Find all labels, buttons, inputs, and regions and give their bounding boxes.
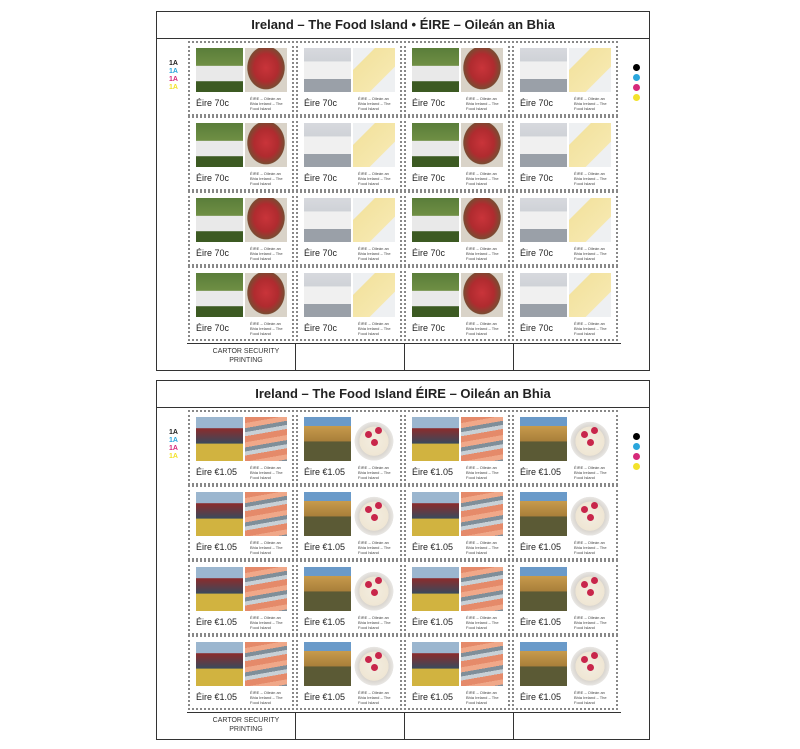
stamp-fisherman-fish — [404, 485, 510, 560]
stamp-legend: ÉIRE – Oileán an Bhia Ireland – The Food Island — [250, 465, 283, 480]
raspberry-image — [587, 514, 594, 521]
cyan-dot — [633, 74, 640, 81]
stamp-portrait-image — [412, 123, 459, 167]
raspberry-image — [587, 589, 594, 596]
stamp-food-image — [353, 198, 395, 242]
stamp-food-image — [245, 198, 287, 242]
stamp-food-image — [461, 642, 503, 686]
raspberry-image — [375, 427, 382, 434]
sheet-bottom-margin — [187, 343, 621, 371]
stamp-grid — [187, 410, 621, 710]
stamp-chef-meat — [188, 41, 294, 116]
magenta-dot — [633, 453, 640, 460]
stamp-chef-cheese — [296, 41, 402, 116]
stamp-value: Éire €1.05 — [520, 467, 562, 477]
stamp-food-image — [569, 273, 611, 317]
stamp-food-image — [245, 273, 287, 317]
stamp-chef-cheese — [512, 191, 618, 266]
stamp-chef-cheese — [296, 116, 402, 191]
stamp-food-image — [245, 492, 287, 536]
stamp-chef-meat — [188, 266, 294, 341]
stamp-legend: ÉIRE – Oileán an Bhia Ireland – The Food Island — [250, 615, 283, 630]
registration-dots — [633, 433, 640, 473]
stamp-legend: ÉIRE – Oileán an Bhia Ireland – The Food Island — [358, 615, 391, 630]
stamp-value: Éire 70c — [304, 173, 338, 183]
raspberry-image — [587, 439, 594, 446]
raspberry-image — [587, 664, 594, 671]
stamp-portrait-image — [412, 417, 459, 461]
stamp-value: Éire 70c — [412, 323, 446, 333]
stamp-farmer-porridge — [512, 410, 618, 485]
stamp-value: Éire 70c — [520, 248, 554, 258]
stamp-food-image — [461, 198, 503, 242]
stamp-portrait-image — [520, 417, 567, 461]
stamp-food-image — [569, 492, 611, 536]
stamp-portrait-image — [304, 417, 351, 461]
stamp-food-image — [353, 492, 395, 536]
stamp-food-image — [353, 642, 395, 686]
stamp-portrait-image — [412, 198, 459, 242]
stamp-food-image — [245, 417, 287, 461]
stamp-food-image — [569, 123, 611, 167]
raspberry-image — [371, 439, 378, 446]
stamp-chef-meat — [404, 266, 510, 341]
stamp-food-image — [569, 417, 611, 461]
stamp-farmer-porridge — [296, 410, 402, 485]
stamp-chef-cheese — [512, 266, 618, 341]
printer-imprint: CARTOR SECURITY PRINTING — [212, 348, 280, 364]
stamp-value: Éire €1.05 — [520, 692, 562, 702]
stamp-portrait-image — [412, 273, 459, 317]
stamp-portrait-image — [196, 48, 243, 92]
stamp-portrait-image — [520, 492, 567, 536]
stamp-legend: ÉIRE – Oileán an Bhia Ireland – The Food Island — [574, 321, 607, 336]
stamp-legend: ÉIRE – Oileán an Bhia Ireland – The Food Island — [358, 96, 391, 111]
stamp-farmer-porridge — [512, 485, 618, 560]
stamp-legend: ÉIRE – Oileán an Bhia Ireland – The Food Island — [358, 321, 391, 336]
stamp-value: Éire €1.05 — [412, 692, 454, 702]
stamp-portrait-image — [520, 273, 567, 317]
stamp-value: Éire 70c — [196, 98, 230, 108]
stamp-value: Éire €1.05 — [304, 617, 346, 627]
stamp-value: Éire 70c — [412, 248, 446, 258]
magenta-dot — [633, 84, 640, 91]
stamp-value: Éire €1.05 — [196, 692, 238, 702]
stamp-legend: ÉIRE – Oileán an Bhia Ireland – The Food Island — [250, 540, 283, 555]
stamp-value: Éire 70c — [304, 98, 338, 108]
stamp-sheet-70c — [156, 11, 650, 371]
stamp-food-image — [245, 123, 287, 167]
stamp-portrait-image — [196, 123, 243, 167]
stamp-portrait-image — [196, 198, 243, 242]
raspberry-image — [365, 431, 372, 438]
stamp-value: Éire €1.05 — [196, 467, 238, 477]
yellow-dot — [633, 94, 640, 101]
stamp-portrait-image — [520, 123, 567, 167]
stamp-legend: ÉIRE – Oileán an Bhia Ireland – The Food Island — [250, 171, 283, 186]
stamp-legend: ÉIRE – Oileán an Bhia Ireland – The Food Island — [466, 615, 499, 630]
stamp-portrait-image — [412, 492, 459, 536]
raspberry-image — [375, 652, 382, 659]
raspberry-image — [581, 656, 588, 663]
stamp-value: Éire €1.05 — [196, 542, 238, 552]
stamp-portrait-image — [196, 417, 243, 461]
stamp-value: Éire 70c — [304, 323, 338, 333]
raspberry-image — [375, 502, 382, 509]
stamp-food-image — [461, 123, 503, 167]
stamp-food-image — [353, 417, 395, 461]
stamp-portrait-image — [304, 198, 351, 242]
stamp-value: Éire €1.05 — [304, 467, 346, 477]
stamp-legend: ÉIRE – Oileán an Bhia Ireland – The Food Island — [250, 321, 283, 336]
stamp-legend: ÉIRE – Oileán an Bhia Ireland – The Food Island — [574, 465, 607, 480]
sheet-title: Ireland – The Food Island • ÉIRE – Oileán an Bhia — [157, 12, 649, 39]
stamp-food-image — [461, 273, 503, 317]
stamp-value: Éire 70c — [196, 248, 230, 258]
stamp-food-image — [461, 48, 503, 92]
black-dot — [633, 64, 640, 71]
stamp-portrait-image — [520, 567, 567, 611]
stamp-portrait-image — [304, 642, 351, 686]
stamp-legend: ÉIRE – Oileán an Bhia Ireland – The Food Island — [358, 690, 391, 705]
stamp-fisherman-fish — [188, 635, 294, 710]
stamp-food-image — [353, 567, 395, 611]
stamp-value: Éire €1.05 — [196, 617, 238, 627]
stamp-legend: ÉIRE – Oileán an Bhia Ireland – The Food Island — [358, 540, 391, 555]
raspberry-image — [365, 656, 372, 663]
stamp-portrait-image — [196, 642, 243, 686]
stamp-legend: ÉIRE – Oileán an Bhia Ireland – The Food Island — [574, 246, 607, 261]
stamp-chef-meat — [404, 41, 510, 116]
stamp-food-image — [245, 48, 287, 92]
stamp-portrait-image — [304, 273, 351, 317]
stamp-value: Éire €1.05 — [304, 692, 346, 702]
stamp-food-image — [569, 198, 611, 242]
stamp-food-image — [461, 567, 503, 611]
stamp-chef-cheese — [296, 266, 402, 341]
stamp-legend: ÉIRE – Oileán an Bhia Ireland – The Food Island — [466, 465, 499, 480]
stamp-food-image — [569, 642, 611, 686]
stamp-chef-cheese — [512, 41, 618, 116]
raspberry-image — [375, 577, 382, 584]
registration-dots — [633, 64, 640, 104]
yellow-dot — [633, 463, 640, 470]
stamp-portrait-image — [520, 642, 567, 686]
stamp-food-image — [353, 273, 395, 317]
stamp-value: Éire €1.05 — [412, 467, 454, 477]
stamp-portrait-image — [304, 492, 351, 536]
color-codes: 1A 1A 1A 1A — [169, 429, 178, 460]
raspberry-image — [365, 581, 372, 588]
sheet-bottom-margin — [187, 712, 621, 740]
stamp-food-image — [353, 48, 395, 92]
sheet-title: Ireland – The Food Island ÉIRE – Oileán an Bhia — [157, 381, 649, 408]
stamp-chef-cheese — [296, 191, 402, 266]
stamp-food-image — [569, 567, 611, 611]
stamp-farmer-porridge — [512, 635, 618, 710]
stamp-value: Éire 70c — [304, 248, 338, 258]
stamp-legend: ÉIRE – Oileán an Bhia Ireland – The Food Island — [574, 171, 607, 186]
stamp-value: Éire €1.05 — [304, 542, 346, 552]
stamp-portrait-image — [196, 273, 243, 317]
stamp-farmer-porridge — [296, 560, 402, 635]
stamp-fisherman-fish — [404, 560, 510, 635]
stamp-legend: ÉIRE – Oileán an Bhia Ireland – The Food Island — [466, 690, 499, 705]
stamp-food-image — [461, 492, 503, 536]
stamp-food-image — [569, 48, 611, 92]
stamp-food-image — [461, 417, 503, 461]
stamp-portrait-image — [520, 198, 567, 242]
stamp-sheet-105 — [156, 380, 650, 740]
stamp-legend: ÉIRE – Oileán an Bhia Ireland – The Food Island — [250, 690, 283, 705]
raspberry-image — [581, 431, 588, 438]
stamp-legend: ÉIRE – Oileán an Bhia Ireland – The Food Island — [250, 96, 283, 111]
stamp-legend: ÉIRE – Oileán an Bhia Ireland – The Food Island — [358, 246, 391, 261]
stamp-food-image — [245, 567, 287, 611]
stamp-portrait-image — [412, 567, 459, 611]
stamp-legend: ÉIRE – Oileán an Bhia Ireland – The Food Island — [358, 465, 391, 480]
cyan-dot — [633, 443, 640, 450]
stamp-fisherman-fish — [404, 410, 510, 485]
raspberry-image — [371, 589, 378, 596]
stamp-portrait-image — [196, 567, 243, 611]
stamp-fisherman-fish — [404, 635, 510, 710]
stamp-portrait-image — [412, 642, 459, 686]
color-codes: 1A 1A 1A 1A — [169, 60, 178, 91]
stamp-portrait-image — [520, 48, 567, 92]
stamp-food-image — [245, 642, 287, 686]
stamp-value: Éire 70c — [520, 323, 554, 333]
stamp-portrait-image — [304, 48, 351, 92]
stamp-value: Éire 70c — [196, 323, 230, 333]
stamp-legend: ÉIRE – Oileán an Bhia Ireland – The Food Island — [358, 171, 391, 186]
printer-imprint: CARTOR SECURITY PRINTING — [212, 717, 280, 733]
raspberry-image — [591, 502, 598, 509]
stamp-farmer-porridge — [296, 485, 402, 560]
stamp-value: Éire 70c — [412, 98, 446, 108]
stamp-chef-cheese — [512, 116, 618, 191]
stamp-fisherman-fish — [188, 410, 294, 485]
stamp-farmer-porridge — [512, 560, 618, 635]
stamp-value: Éire €1.05 — [520, 542, 562, 552]
stamp-portrait-image — [412, 48, 459, 92]
stamp-chef-meat — [188, 191, 294, 266]
stamp-legend: ÉIRE – Oileán an Bhia Ireland – The Food Island — [574, 96, 607, 111]
stamp-value: Éire 70c — [196, 173, 230, 183]
stamp-legend: ÉIRE – Oileán an Bhia Ireland – The Food Island — [574, 615, 607, 630]
stamp-value: Éire €1.05 — [520, 617, 562, 627]
stamp-fisherman-fish — [188, 560, 294, 635]
raspberry-image — [365, 506, 372, 513]
raspberry-image — [591, 427, 598, 434]
raspberry-image — [581, 506, 588, 513]
stamp-value: Éire €1.05 — [412, 542, 454, 552]
stamp-value: Éire 70c — [520, 173, 554, 183]
raspberry-image — [591, 577, 598, 584]
stamp-legend: ÉIRE – Oileán an Bhia Ireland – The Food Island — [574, 540, 607, 555]
raspberry-image — [371, 514, 378, 521]
stamp-legend: ÉIRE – Oileán an Bhia Ireland – The Food Island — [466, 246, 499, 261]
stamp-value: Éire 70c — [412, 173, 446, 183]
stamp-chef-meat — [404, 191, 510, 266]
stamp-portrait-image — [304, 123, 351, 167]
stamp-legend: ÉIRE – Oileán an Bhia Ireland – The Food Island — [574, 690, 607, 705]
stamp-farmer-porridge — [296, 635, 402, 710]
raspberry-image — [371, 664, 378, 671]
stamp-portrait-image — [196, 492, 243, 536]
stamp-portrait-image — [304, 567, 351, 611]
stamp-legend: ÉIRE – Oileán an Bhia Ireland – The Food Island — [250, 246, 283, 261]
stamp-chef-meat — [404, 116, 510, 191]
stamp-legend: ÉIRE – Oileán an Bhia Ireland – The Food Island — [466, 540, 499, 555]
raspberry-image — [581, 581, 588, 588]
stamp-value: Éire €1.05 — [412, 617, 454, 627]
stamp-food-image — [353, 123, 395, 167]
stamp-grid — [187, 41, 621, 341]
raspberry-image — [591, 652, 598, 659]
stamp-chef-meat — [188, 116, 294, 191]
stamp-legend: ÉIRE – Oileán an Bhia Ireland – The Food Island — [466, 321, 499, 336]
black-dot — [633, 433, 640, 440]
stamp-legend: ÉIRE – Oileán an Bhia Ireland – The Food Island — [466, 96, 499, 111]
stamp-value: Éire 70c — [520, 98, 554, 108]
stamp-legend: ÉIRE – Oileán an Bhia Ireland – The Food Island — [466, 171, 499, 186]
stamp-fisherman-fish — [188, 485, 294, 560]
